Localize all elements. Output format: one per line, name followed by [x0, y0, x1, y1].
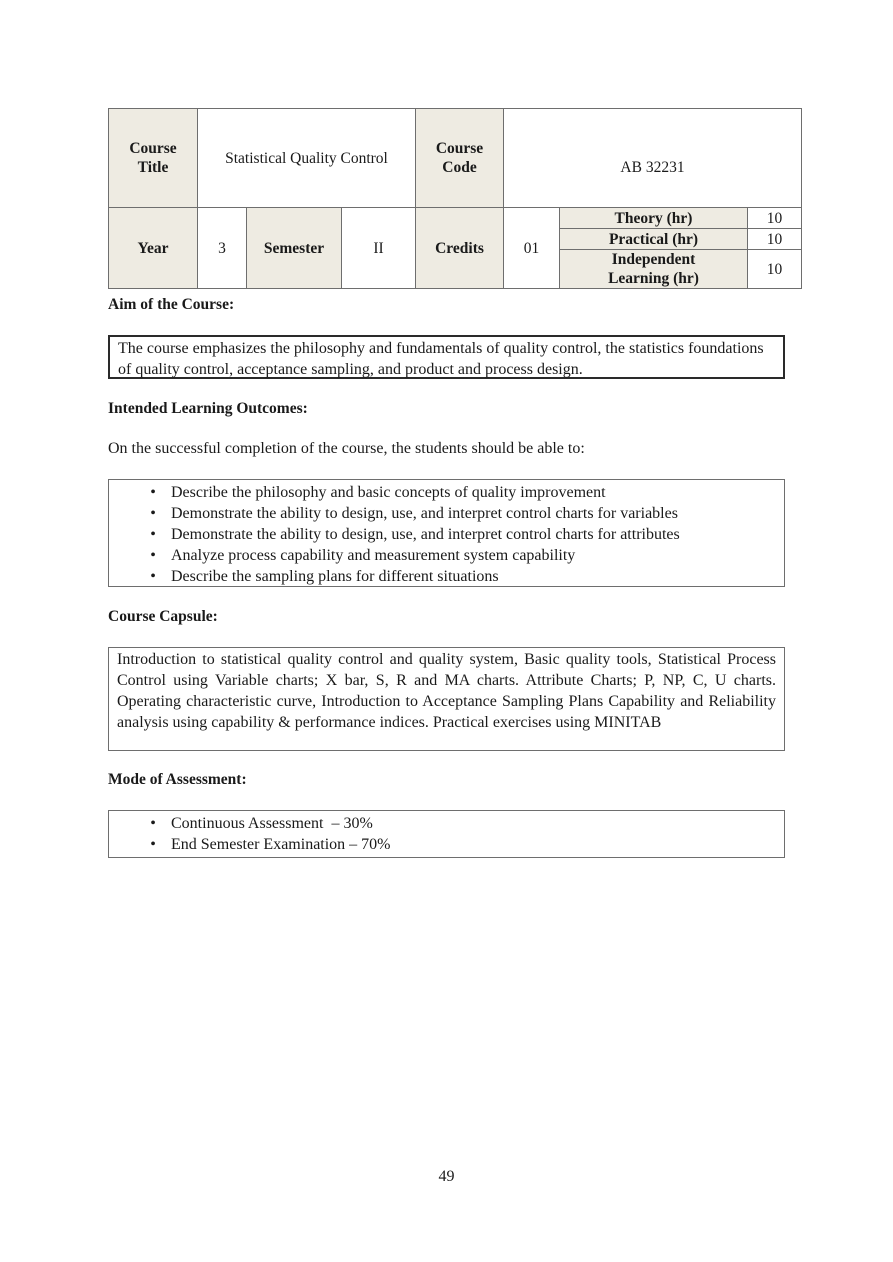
independent-hours-value: 10	[748, 250, 802, 289]
course-code-label: Course Code	[416, 109, 504, 208]
assessment-list	[109, 813, 784, 855]
assessment-box	[108, 810, 785, 858]
course-title-value: Statistical Quality Control	[198, 109, 416, 208]
bullet-icon: •	[150, 526, 156, 543]
year-label: Year	[109, 208, 198, 289]
year-value: 3	[198, 208, 247, 289]
course-info-table	[108, 108, 802, 289]
outcome-item: • Analyze process capability and measurement system capability	[147, 545, 784, 566]
semester-label: Semester	[247, 208, 342, 289]
capsule-text: Introduction to statistical quality control and quality system, Basic quality tools, Statistical Process Control using Variable charts; X bar, S, R and MA charts. Attribute Charts; P, NP, C, U charts. Operating characteristic curve, Introduction to Acceptance Sampling Plans Capability and Reliability analysis using capability & performance indices. Practical exercises using MINITAB	[117, 651, 776, 731]
theory-hours-label: Theory (hr)	[560, 208, 748, 229]
credits-value: 01	[504, 208, 560, 289]
course-title-label: Course Title	[109, 109, 198, 208]
capsule-box	[108, 647, 785, 751]
aim-heading: Aim of the Course:	[108, 296, 235, 313]
bullet-icon: •	[150, 547, 156, 564]
outcome-item: • Describe the sampling plans for different situations	[147, 566, 784, 587]
practical-hours-label: Practical (hr)	[560, 229, 748, 250]
bullet-icon: •	[150, 484, 156, 501]
assessment-item: • End Semester Examination – 70%	[147, 834, 784, 855]
page-number: 49	[438, 1168, 455, 1185]
outcomes-list	[109, 482, 784, 587]
outcome-item: • Describe the philosophy and basic concepts of quality improvement	[147, 482, 784, 503]
assessment-item: • Continuous Assessment – 30%	[147, 813, 784, 834]
independent-hours-label: Independent Learning (hr)	[560, 250, 748, 289]
aim-text: The course emphasizes the philosophy and fundamentals of quality control, the statistics foundations of quality control, acceptance sampling, and product and process design.	[118, 340, 764, 378]
credits-label: Credits	[416, 208, 504, 289]
capsule-heading: Course Capsule:	[108, 608, 218, 625]
practical-hours-value: 10	[748, 229, 802, 250]
outcomes-intro: On the successful completion of the course, the students should be able to:	[108, 440, 585, 457]
bullet-icon: •	[150, 815, 156, 832]
outcome-item: • Demonstrate the ability to design, use, and interpret control charts for variables	[147, 503, 784, 524]
outcomes-box	[108, 479, 785, 587]
course-code-value: AB 32231	[504, 109, 802, 208]
assessment-heading: Mode of Assessment:	[108, 771, 247, 788]
outcomes-heading: Intended Learning Outcomes:	[108, 400, 308, 417]
outcome-item: • Demonstrate the ability to design, use, and interpret control charts for attributes	[147, 524, 784, 545]
semester-value: II	[342, 208, 416, 289]
bullet-icon: •	[150, 568, 156, 585]
aim-box	[108, 335, 785, 379]
bullet-icon: •	[150, 836, 156, 853]
bullet-icon: •	[150, 505, 156, 522]
theory-hours-value: 10	[748, 208, 802, 229]
